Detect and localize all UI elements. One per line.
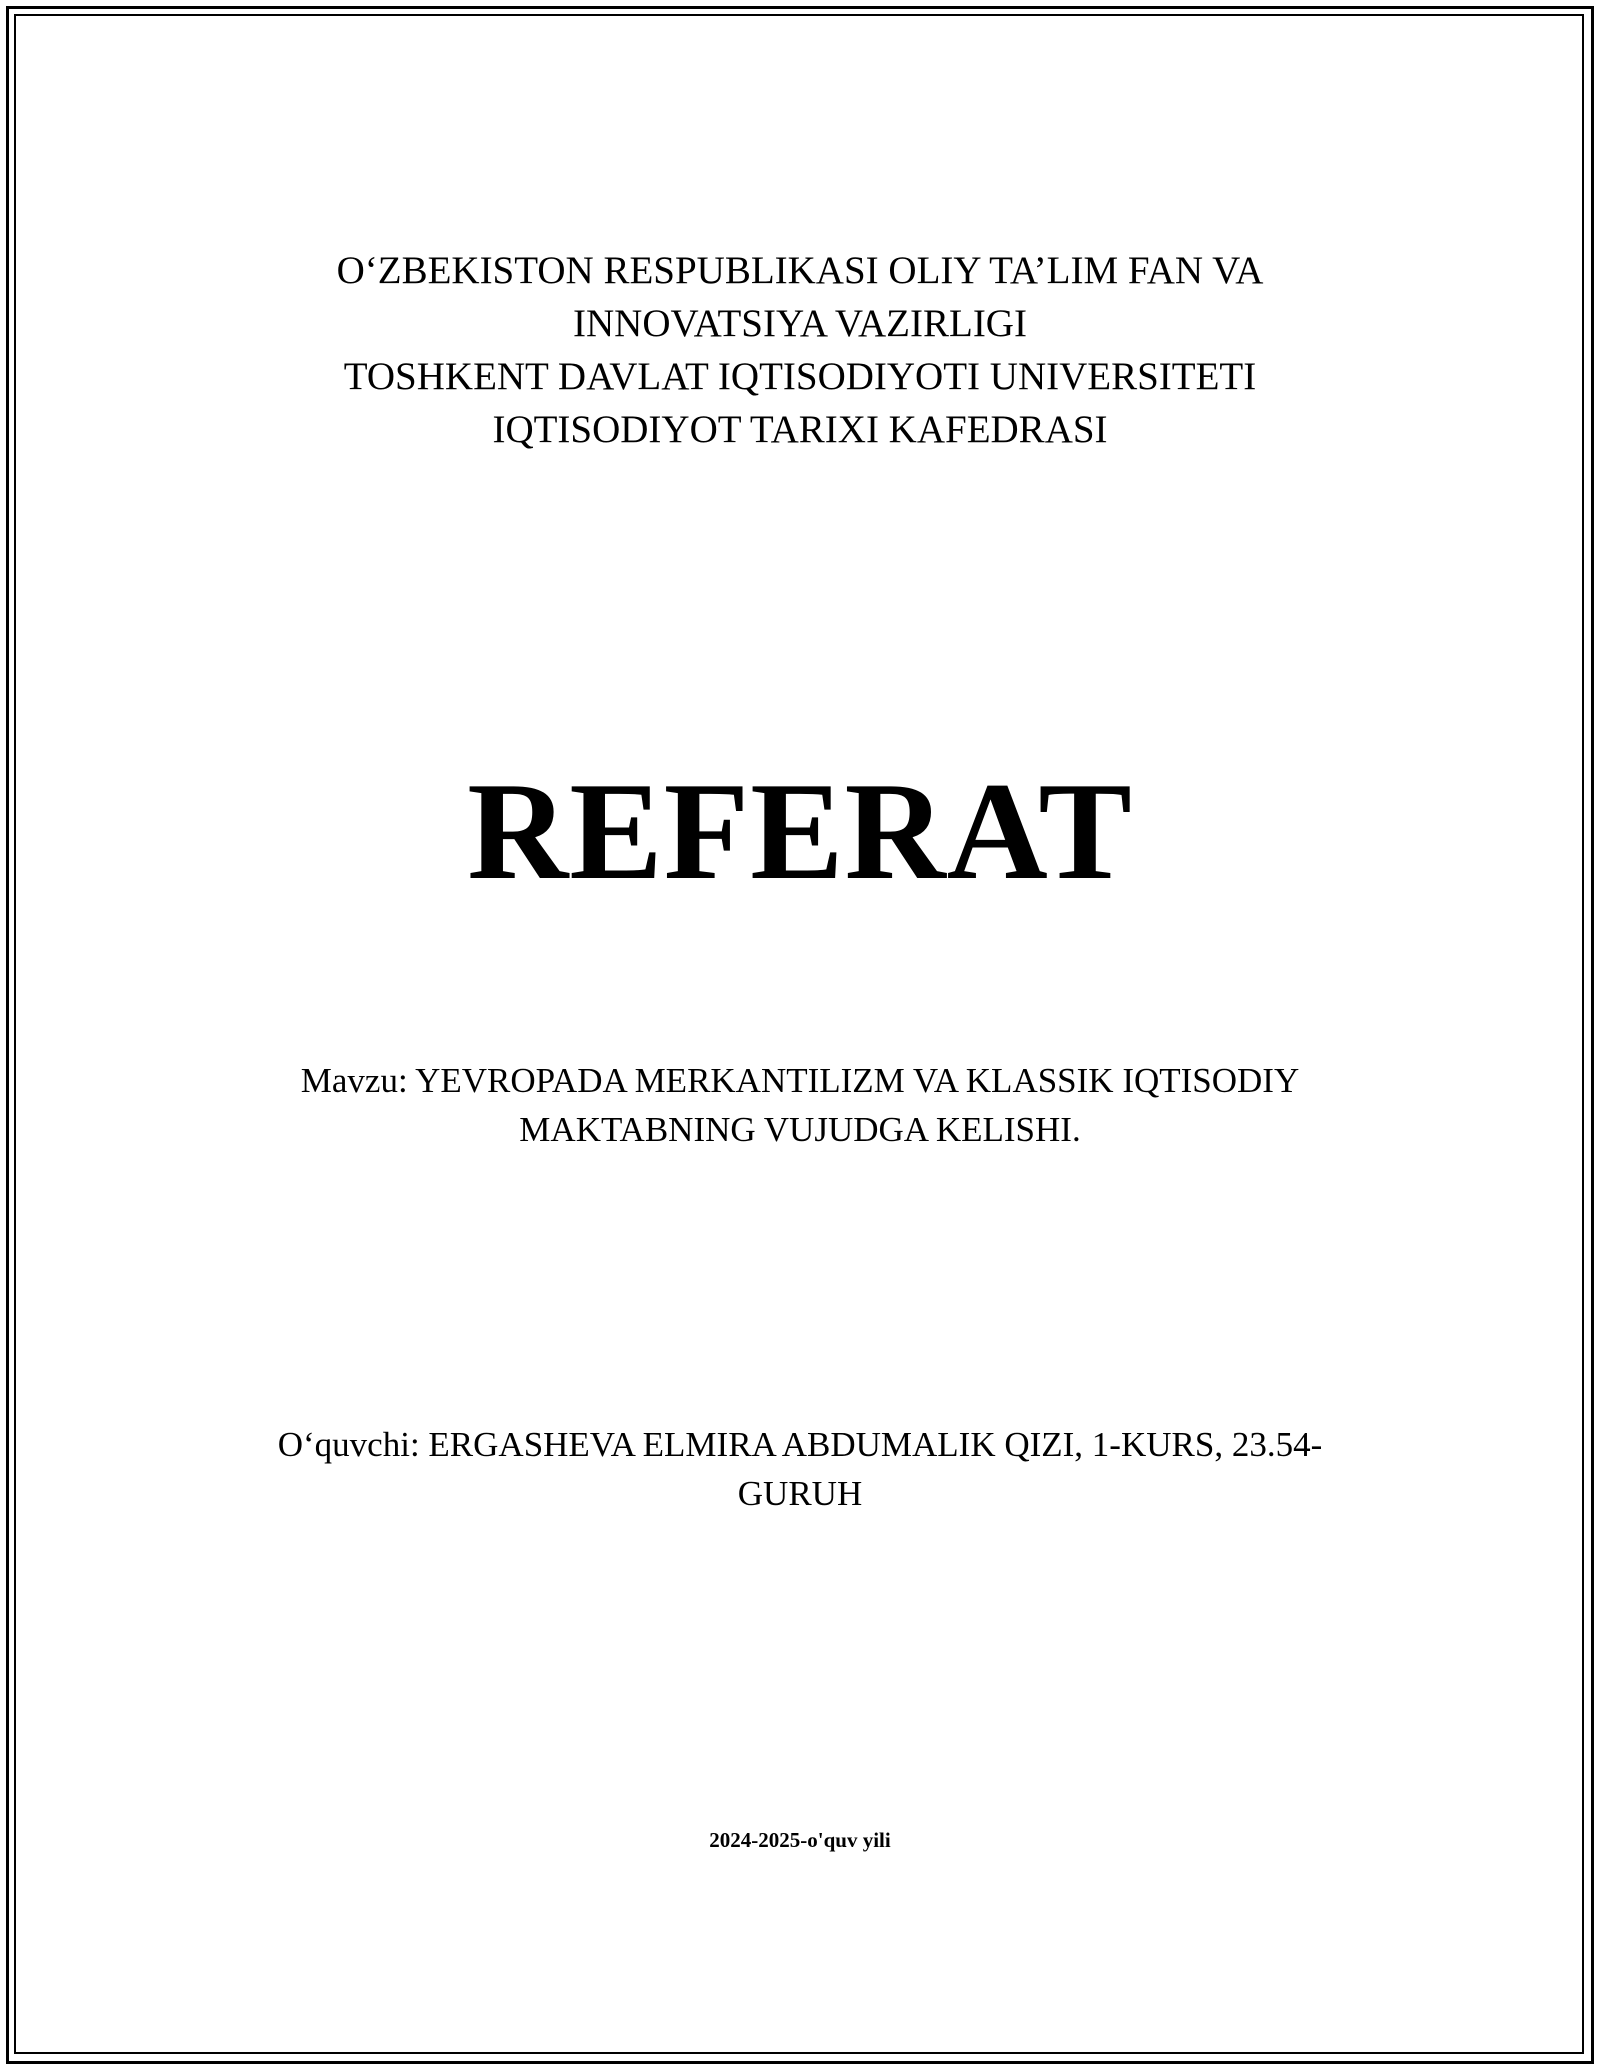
- student-line-2: GURUH: [737, 1474, 863, 1513]
- topic-block: [0, 1056, 1600, 1154]
- academic-year: 2024-2025-o'quv yili: [709, 1828, 891, 1852]
- student-line-1: O‘quvchi: ERGASHEVA ELMIRA ABDUMALIK QIZI, 1-KURS, 23.54-: [277, 1425, 1323, 1464]
- topic-line-1: Mavzu: YEVROPADA MERKANTILIZM VA KLASSIK IQTISODIY: [300, 1061, 1300, 1100]
- topic-line-2: MAKTABNING VUJUDGA KELISHI.: [519, 1110, 1081, 1149]
- header-line-ministry-2: INNOVATSIYA VAZIRLIGI: [573, 302, 1027, 345]
- institution-header: [0, 244, 1600, 456]
- header-line-ministry-1: O‘ZBEKISTON RESPUBLIKASI OLIY TA’LIM FAN VA: [336, 249, 1264, 292]
- header-line-university: TOSHKENT DAVLAT IQTISODIYOTI UNIVERSITETI: [343, 355, 1257, 398]
- document-title: REFERAT: [467, 754, 1133, 909]
- student-block: [0, 1420, 1600, 1518]
- header-line-department: IQTISODIYOT TARIXI KAFEDRASI: [492, 408, 1108, 451]
